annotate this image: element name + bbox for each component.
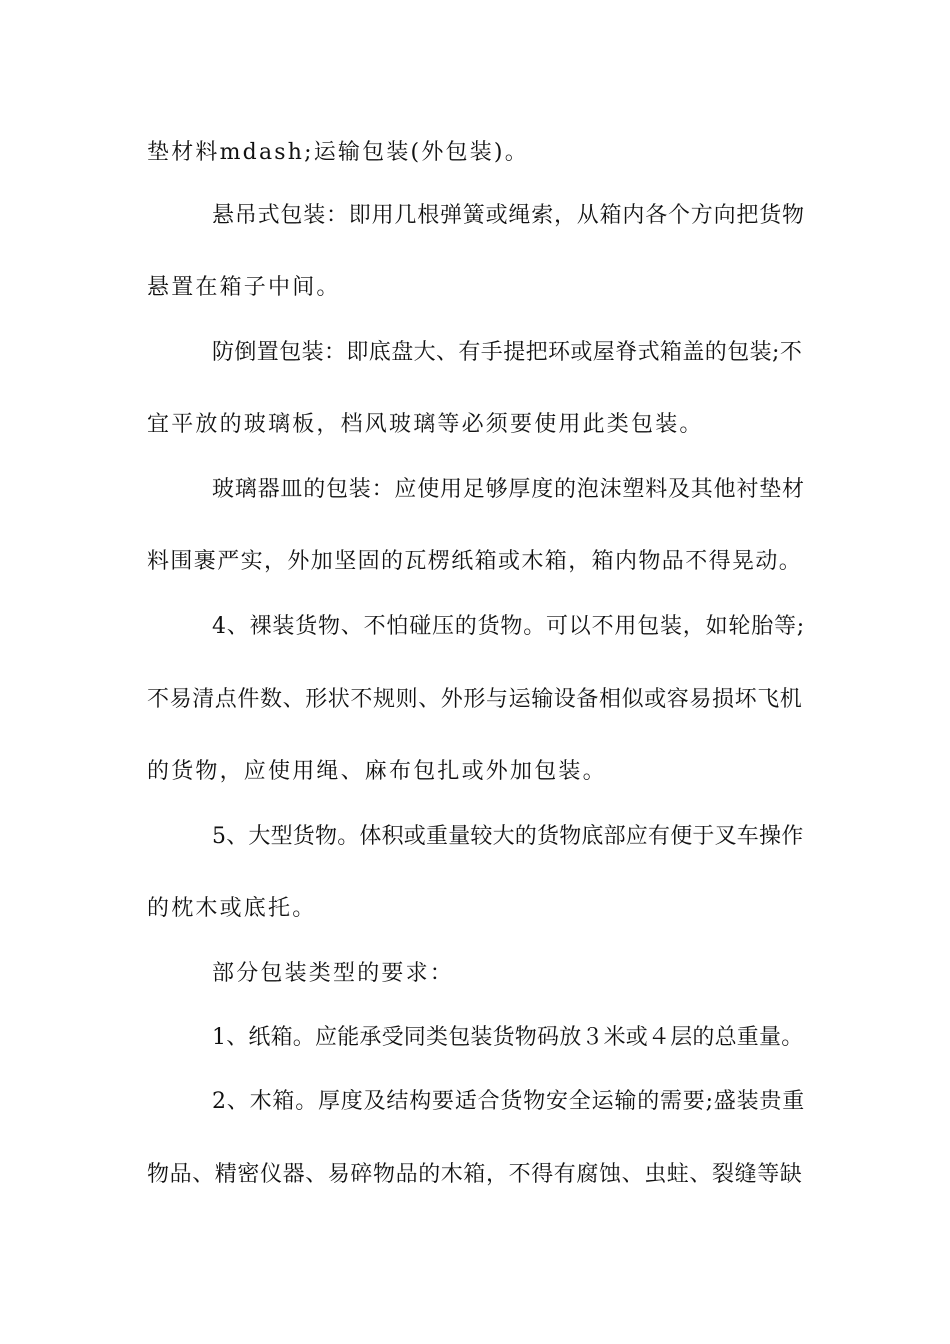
text-line-15: 2、木箱。厚度及结构要适合货物安全运输的需要;盛装贵重 (212, 1089, 806, 1114)
text-line-8: 4、裸装货物、不怕碰压的货物。可以不用包装，如轮胎等; (212, 614, 806, 639)
text-line-7: 料围裹严实，外加坚固的瓦楞纸箱或木箱，箱内物品不得晃动。 (147, 549, 803, 574)
text-line-3: 悬置在箱子中间。 (147, 275, 341, 300)
text-line-12: 的枕木或底托。 (147, 896, 317, 921)
text-line-11: 5、大型货物。体积或重量较大的货物底部应有便于叉车操作 (212, 824, 804, 849)
text-line-2: 悬吊式包装：即用几根弹簧或绳索，从箱内各个方向把货物 (212, 203, 805, 228)
text-line-1: 垫材料mdash;运输包装(外包装)。 (147, 140, 529, 165)
text-line-13: 部分包装类型的要求： (212, 961, 455, 986)
text-line-9: 不易清点件数、形状不规则、外形与运输设备相似或容易损坏飞机 (147, 687, 803, 712)
text-line-6: 玻璃器皿的包装：应使用足够厚度的泡沫塑料及其他衬垫材 (212, 477, 805, 502)
text-line-16: 物品、精密仪器、易碎物品的木箱，不得有腐蚀、虫蛀、裂缝等缺 (147, 1162, 803, 1187)
text-line-10: 的货物，应使用绳、麻布包扎或外加包装。 (147, 759, 607, 784)
text-line-4: 防倒置包装：即底盘大、有手提把环或屋脊式箱盖的包装;不 (212, 340, 803, 365)
text-line-14: 1、纸箱。应能承受同类包装货物码放３米或４层的总重量。 (212, 1025, 804, 1050)
text-line-5: 宜平放的玻璃板，档风玻璃等必须要使用此类包装。 (147, 412, 704, 437)
